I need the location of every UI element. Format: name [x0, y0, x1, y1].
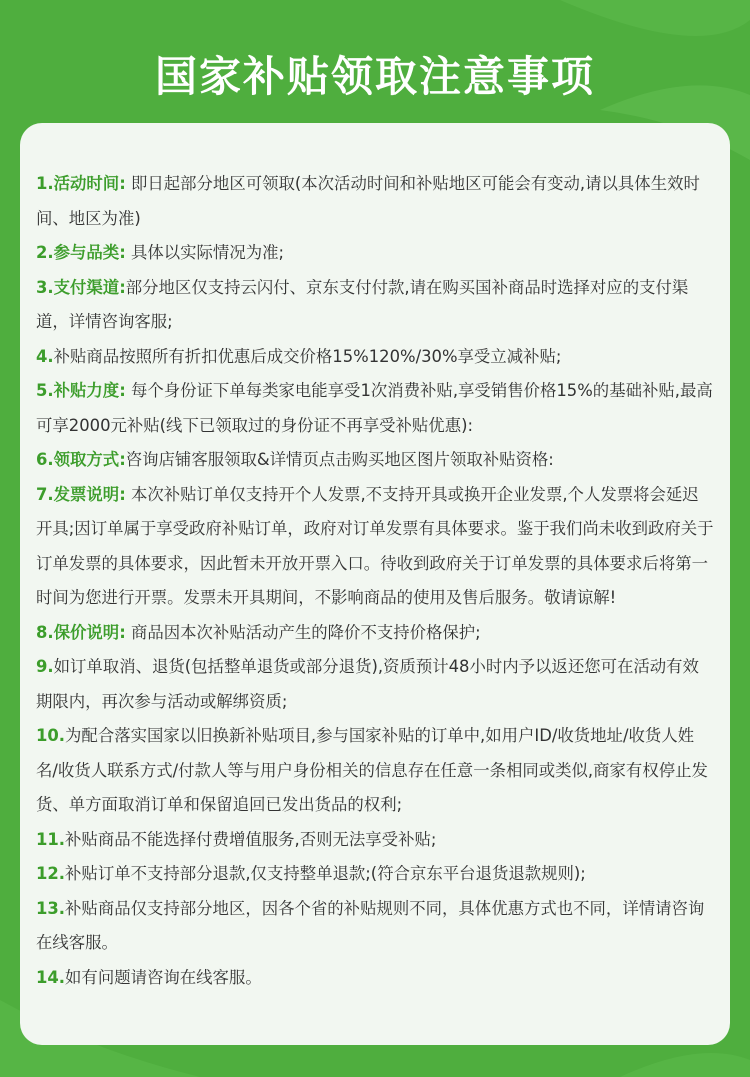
item-number: 8.	[36, 622, 54, 642]
item-number: 3.	[36, 277, 54, 297]
notice-card	[20, 123, 730, 1045]
item-label: 领取方式:	[53, 450, 126, 469]
item-text: 如订单取消、退货(包括整单退货或部分退货),资质预计48小时内予以返还您可在活动有效期限内，再次参与活动或解绑资质;	[36, 657, 699, 711]
notice-item-5	[36, 374, 714, 443]
item-label: 活动时间:	[53, 174, 126, 193]
item-number: 13.	[36, 898, 66, 918]
item-number: 10.	[36, 726, 66, 745]
item-number: 4.	[36, 346, 54, 366]
item-text: 每个身份证下单每类家电能享受1次消费补贴,享受销售价格15%的基础补贴,最高可享2000元补贴(线下已领取过的身份证不再享受补贴优惠):	[36, 381, 713, 435]
notice-item-1	[36, 167, 714, 236]
item-text: 如有问题请咨询在线客服。	[65, 967, 262, 987]
item-text: 补贴商品不能选择付费增值服务,否则无法享受补贴;	[65, 829, 437, 849]
item-label: 参与品类:	[53, 243, 126, 262]
item-text: 本次补贴订单仅支持开个人发票,不支持开具或换开企业发票,个人发票将会延迟开具;因订单属于享受政府补贴订单，政府对订单发票有具体要求。鉴于我们尚未收到政府关于订单发票的具体要求，因此暂未开放开票入口。待收到政府关于订单发票的具体要求后将第一时间为您进行开票。发票未开具期间，不影响商品的使用及售后服务。敬请谅解!	[36, 484, 714, 607]
item-number: 6.	[36, 450, 54, 469]
notice-item-2	[36, 236, 714, 271]
item-number: 7.	[36, 484, 54, 504]
item-text: 具体以实际情况为准;	[125, 243, 285, 262]
notice-item-7	[36, 478, 714, 616]
notice-item-4	[36, 340, 714, 375]
notice-item-6	[36, 443, 714, 478]
item-text: 补贴订单不支持部分退款,仅支持整单退款;(符合京东平台退货退款规则);	[65, 864, 586, 883]
notice-item-10	[36, 719, 714, 823]
item-number: 12.	[36, 864, 66, 883]
item-number: 1.	[36, 174, 54, 193]
item-label: 补贴力度:	[53, 381, 126, 400]
item-number: 11.	[36, 829, 66, 849]
item-text: 即日起部分地区可领取(本次活动时间和补贴地区可能会有变动,请以具体生效时间、地区为准)	[36, 174, 700, 228]
notice-item-8	[36, 616, 714, 651]
item-text: 商品因本次补贴活动产生的降价不支持价格保护;	[125, 622, 481, 642]
item-text: 咨询店铺客服领取&详情页点击购买地区图片领取补贴资格:	[125, 450, 554, 469]
item-text: 补贴商品按照所有折扣优惠后成交价格15%120%/30%享受立减补贴;	[53, 346, 562, 366]
notice-item-3	[36, 271, 714, 340]
notice-item-12	[36, 857, 714, 892]
page-title: 国家补贴领取注意事项	[154, 52, 595, 101]
item-label: 发票说明:	[53, 484, 126, 504]
item-text: 部分地区仅支持云闪付、京东支付付款,请在购买国补商品时选择对应的支付渠道，详情咨询客服;	[36, 277, 689, 331]
item-text: 为配合落实国家以旧换新补贴项目,参与国家补贴的订单中,如用户ID/收货地址/收货人姓名/收货人联系方式/付款人等与用户身份相关的信息存在任意一条相同或类似,商家有权停止发货、单方面取消订单和保留追回已发出货品的权利;	[36, 726, 708, 814]
item-label: 保价说明:	[53, 622, 126, 642]
item-text: 补贴商品仅支持部分地区，因各个省的补贴规则不同，具体优惠方式也不同，详情请咨询在线客服。	[36, 898, 705, 952]
notice-item-14	[36, 961, 714, 996]
notice-item-9	[36, 650, 714, 719]
item-number: 9.	[36, 657, 54, 676]
item-number: 2.	[36, 243, 54, 262]
notice-item-13	[36, 892, 714, 961]
item-label: 支付渠道:	[53, 277, 126, 297]
item-number: 14.	[36, 967, 66, 987]
item-number: 5.	[36, 381, 54, 400]
notice-item-11	[36, 823, 714, 858]
